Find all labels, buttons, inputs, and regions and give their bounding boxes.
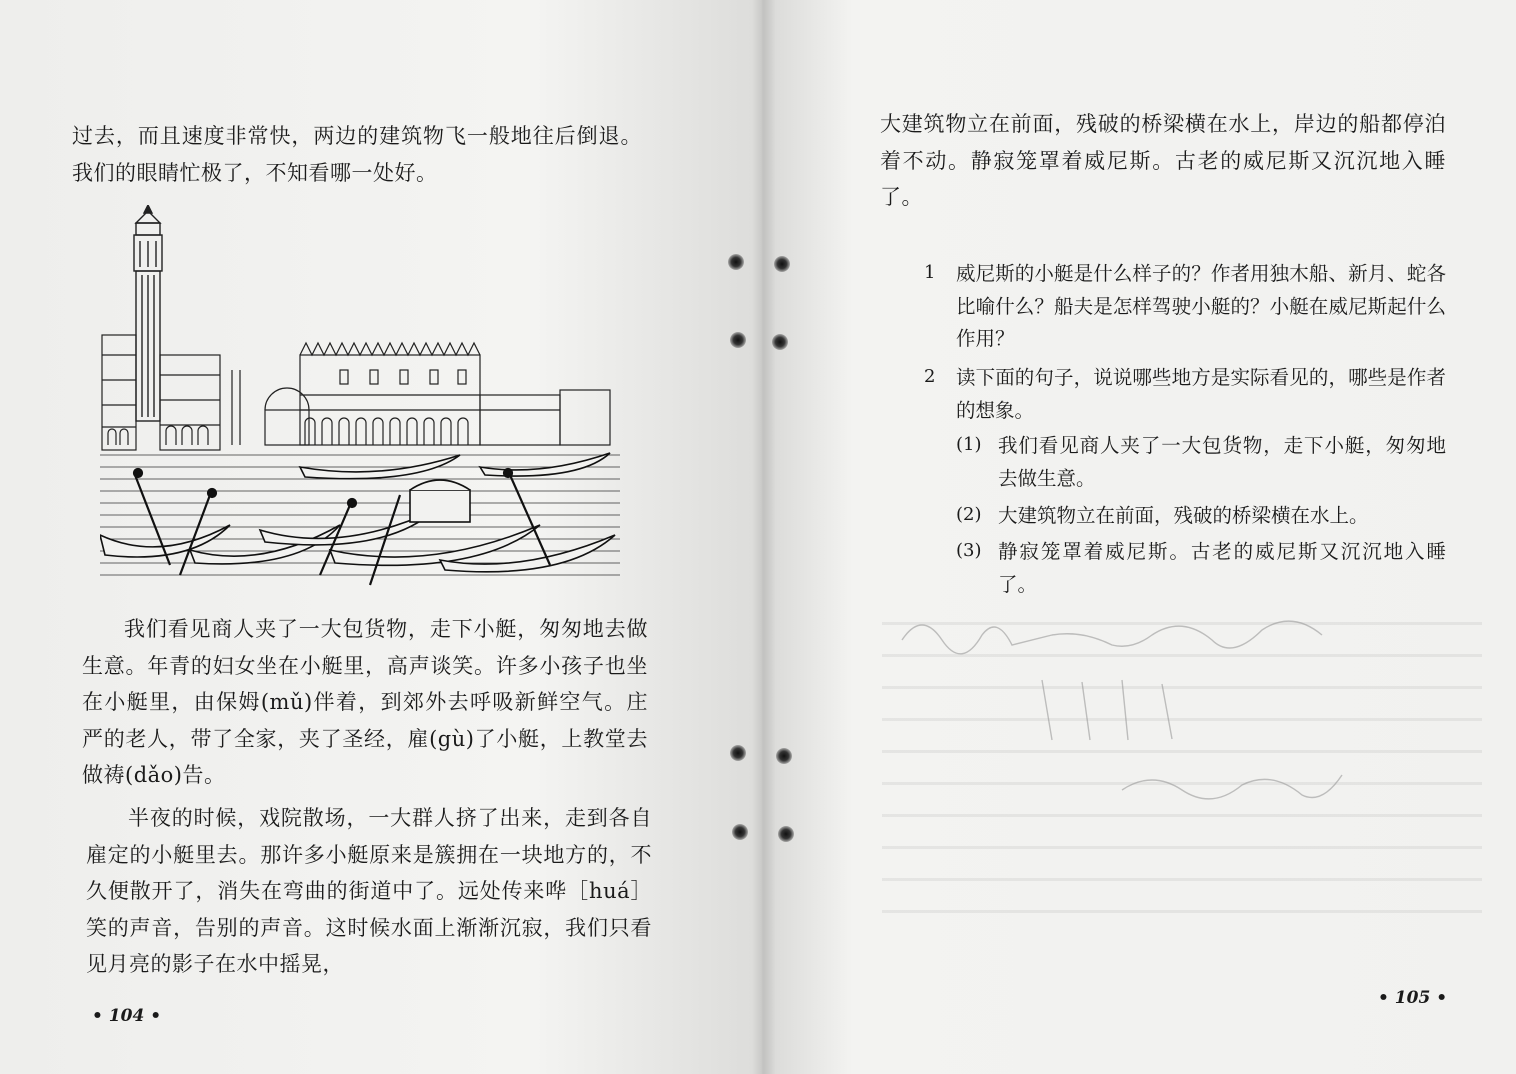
binding-hole [728, 254, 744, 270]
binding-hole [778, 826, 794, 842]
pencil-marks [892, 600, 1472, 840]
left-paragraph-2: 我们看见商人夹了一大包货物，走下小艇，匆匆地去做生意。年青的妇女坐在小艇里，高声谈笑。许多小孩子也坐在小艇里，由保姆(mǔ)伴着，到郊外去呼吸新鲜空气。庄严的老人，带了全家，夹了圣经，雇(gù)了小艇，上教堂去做祷(dǎo)告。 [82, 617, 648, 787]
right-page [762, 0, 1516, 1074]
left-paragraph-1: 过去，而且速度非常快，两边的建筑物飞一般地往后倒退。我们的眼睛忙极了，不知看哪一处好。 [72, 124, 642, 185]
sub-item-text: 静寂笼罩着威尼斯。古老的威尼斯又沉沉地入睡了。 [998, 540, 1446, 596]
book-spine [752, 0, 776, 1074]
venice-illustration [100, 205, 620, 595]
binding-hole [772, 334, 788, 350]
question-text: 读下面的句子，说说哪些地方是实际看见的，哪些是作者的想象。 [956, 366, 1446, 422]
page-number-left: • 104 • [92, 1006, 162, 1026]
binding-hole [730, 745, 746, 761]
page-number-right: • 105 • [1378, 988, 1448, 1008]
binding-hole [774, 256, 790, 272]
left-paragraph-3: 半夜的时候，戏院散场，一大群人挤了出来，走到各自雇定的小艇里去。那许多小艇原来是簇拥在一块地方的，不久便散开了，消失在弯曲的街道中了。远处传来哗［huá］笑的声音，告别的声音。这时候水面上渐渐沉寂，我们只看见月亮的影子在水中摇晃， [86, 806, 652, 976]
binding-hole [732, 824, 748, 840]
right-paragraph-1: 大建筑物立在前面，残破的桥梁横在水上，岸边的船都停泊着不动。静寂笼罩着威尼斯。古老的威尼斯又沉沉地入睡了。 [880, 112, 1446, 209]
sub-item-text: 我们看见商人夹了一大包货物，走下小艇，匆匆地去做生意。 [998, 434, 1446, 490]
binding-hole [730, 332, 746, 348]
sub-item-number: (2) [956, 504, 982, 525]
sub-item-text: 大建筑物立在前面，残破的桥梁横在水上。 [998, 504, 1369, 527]
sub-item-number: (3) [956, 540, 982, 561]
binding-hole [776, 748, 792, 764]
question-number: 2 [924, 366, 936, 387]
sub-item-number: (1) [956, 434, 982, 455]
question-number: 1 [924, 262, 936, 283]
question-text: 威尼斯的小艇是什么样子的？作者用独木船、新月、蛇各比喻什么？船夫是怎样驾驶小艇的？小艇在威尼斯起什么作用？ [956, 262, 1446, 350]
